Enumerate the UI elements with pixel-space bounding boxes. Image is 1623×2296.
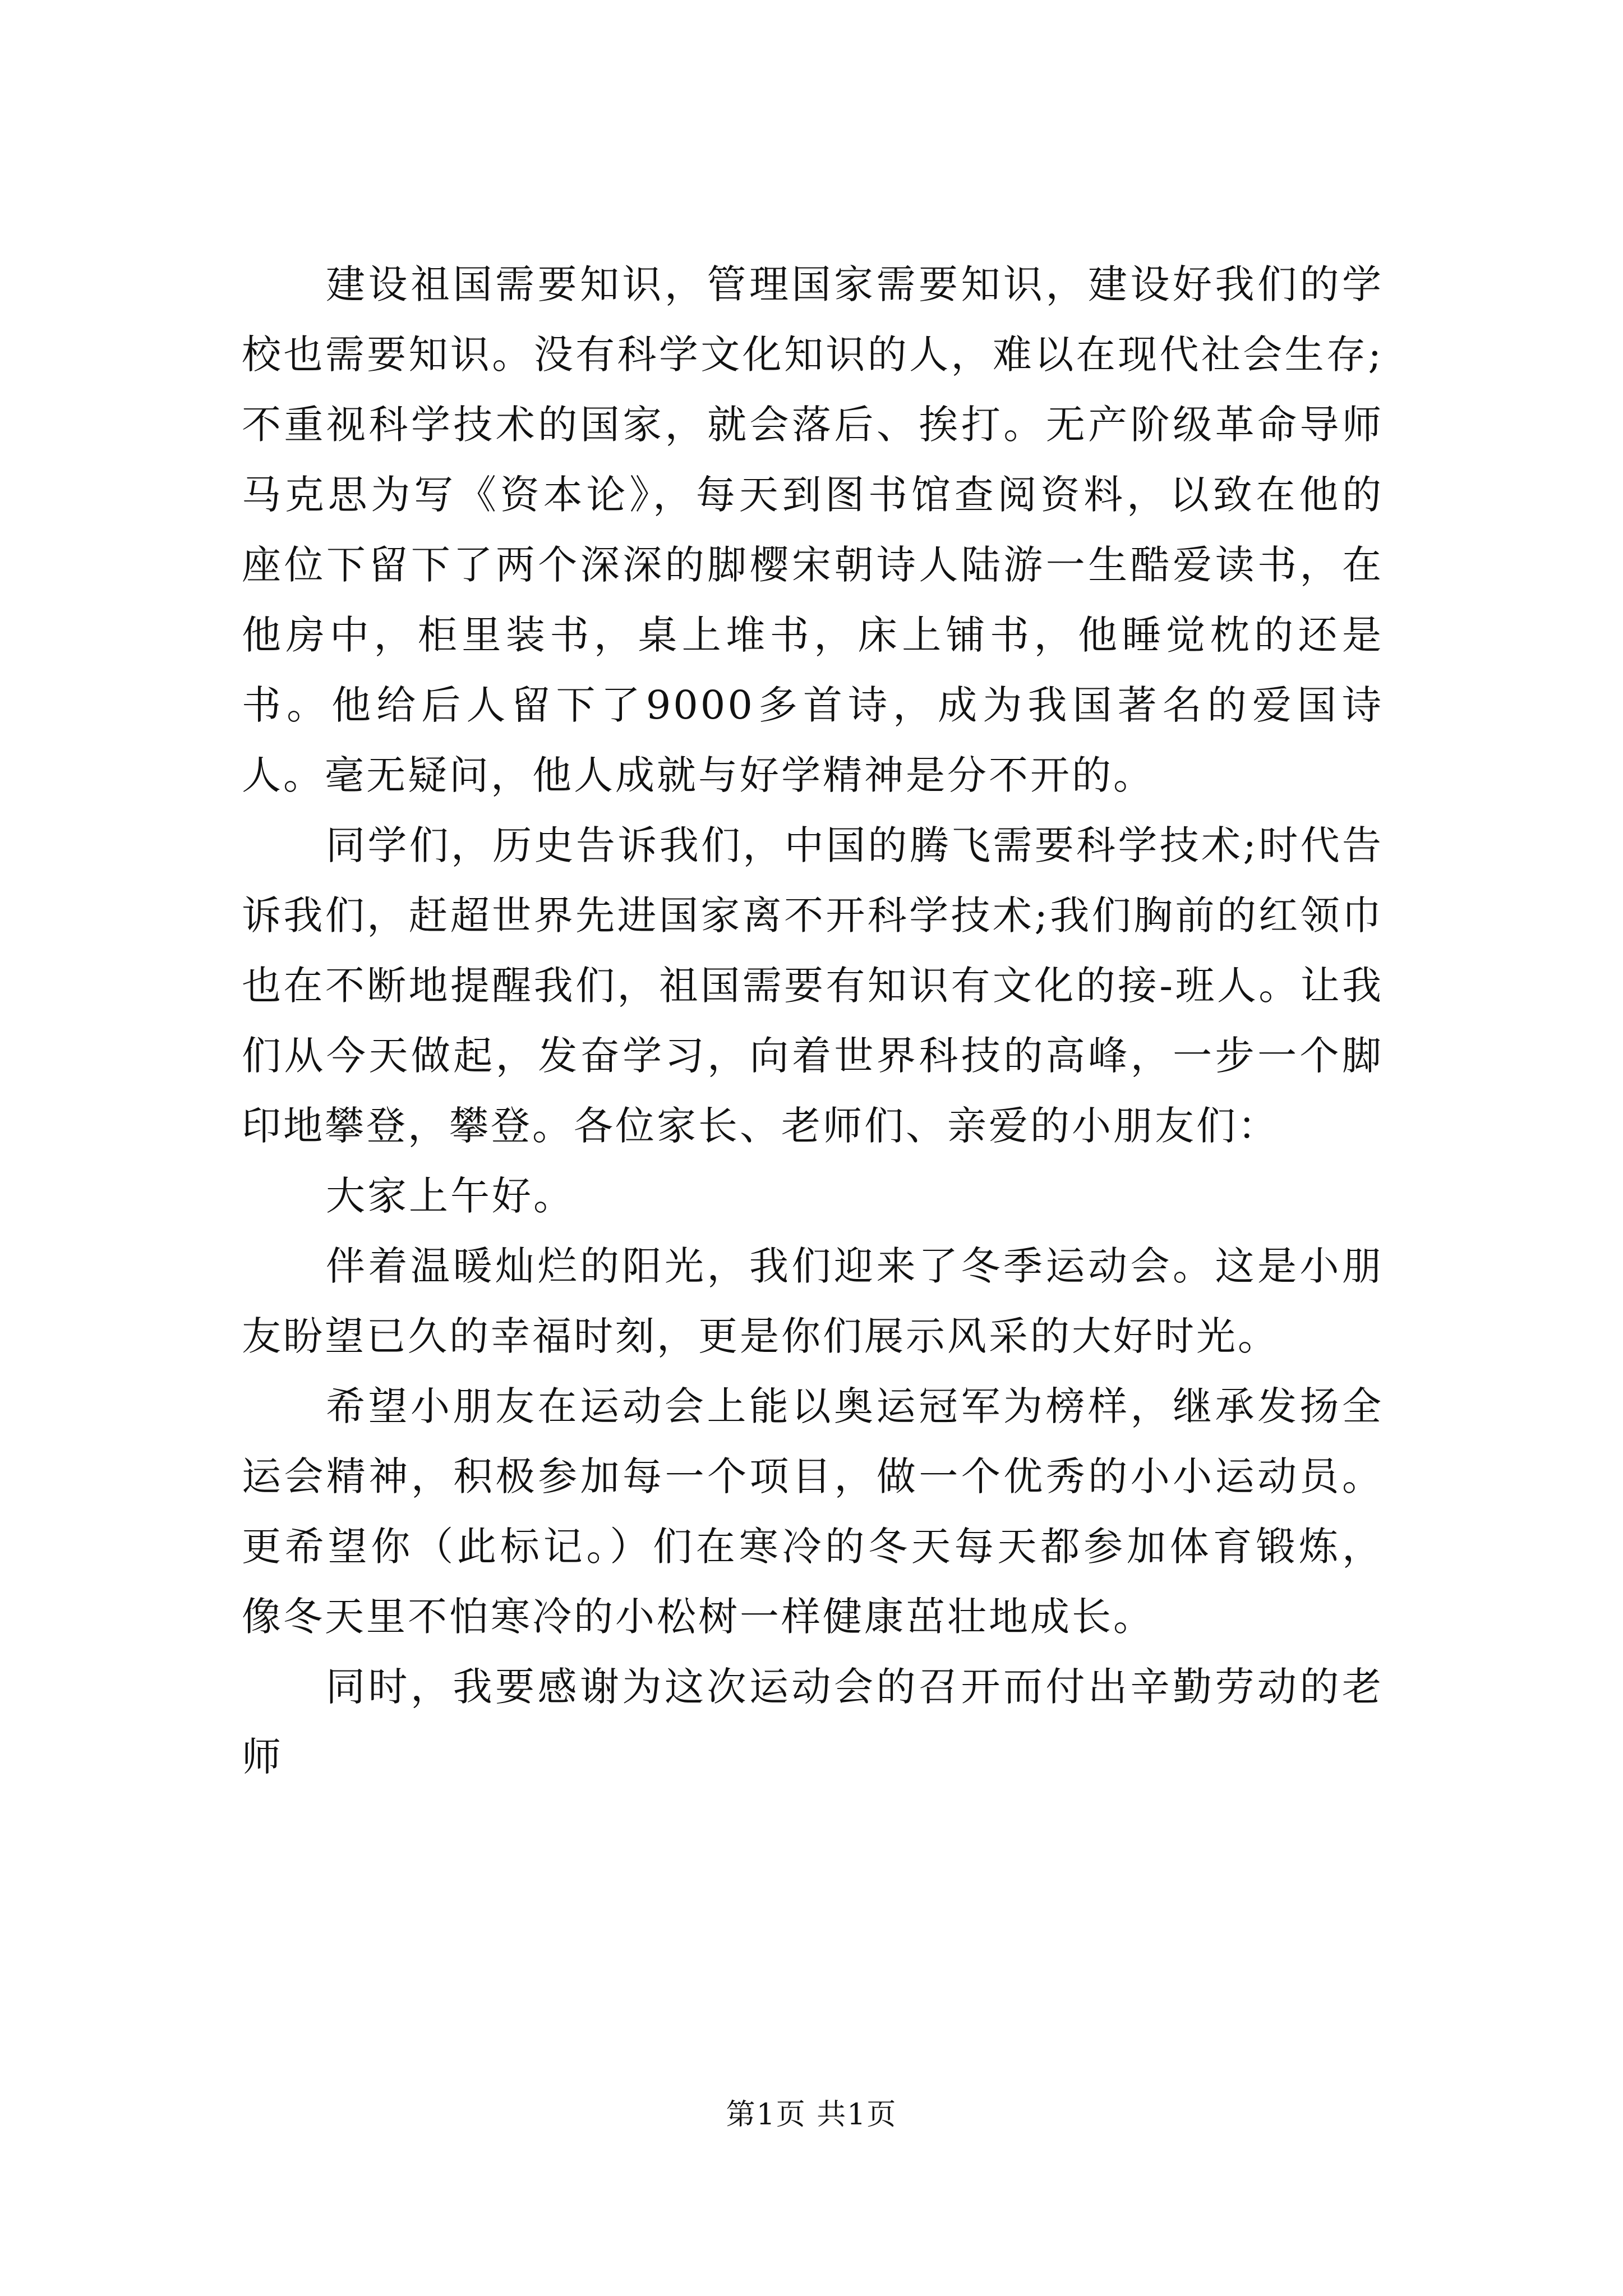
paragraph-3: 大家上午好。	[326, 1173, 575, 1219]
paragraph-5: 希望小朋友在运动会上能以奥运冠军为榜样，继承发扬全运会精神，积极参加每一个项目，做一个优秀的小小运动员。更希望你（此标记。）们在寒冷的冬天每天都参加体育锻炼，像冬天里不怕寒冷的小松树一样健康茁壮地成长。	[242, 1383, 1384, 1640]
paragraph-2: 同学们，历史告诉我们，中国的腾飞需要科学技术;时代告诉我们，赶超世界先进国家离不开科学技术;我们胸前的红领巾也在不断地提醒我们，祖国需要有知识有文化的接-班人。让我们从今天做起，发奋学习，向着世界科技的高峰，一步一个脚印地攀登，攀登。各位家长、老师们、亲爱的小朋友们：	[242, 822, 1384, 1149]
document-body	[242, 250, 1384, 1792]
paragraph-6: 同时，我要感谢为这次运动会的召开而付出辛勤劳动的老师	[242, 1664, 1384, 1780]
page-footer: 第1页 共1页	[726, 2098, 897, 2132]
paragraph-4: 伴着温暖灿烂的阳光，我们迎来了冬季运动会。这是小朋友盼望已久的幸福时刻，更是你们展示风采的大好时光。	[242, 1243, 1384, 1359]
paragraph-1: 建设祖国需要知识，管理国家需要知识，建设好我们的学校也需要知识。没有科学文化知识的人，难以在现代社会生存;不重视科学技术的国家，就会落后、挨打。无产阶级革命导师马克思为写《资本论》，每天到图书馆查阅资料，以致在他的座位下留下了两个深深的脚樱宋朝诗人陆游一生酷爱读书，在他房中，柜里装书，桌上堆书，床上铺书，他睡觉枕的还是书。他给后人留下了9000多首诗，成为我国著名的爱国诗人。毫无疑问，他人成就与好学精神是分不开的。	[242, 261, 1384, 798]
